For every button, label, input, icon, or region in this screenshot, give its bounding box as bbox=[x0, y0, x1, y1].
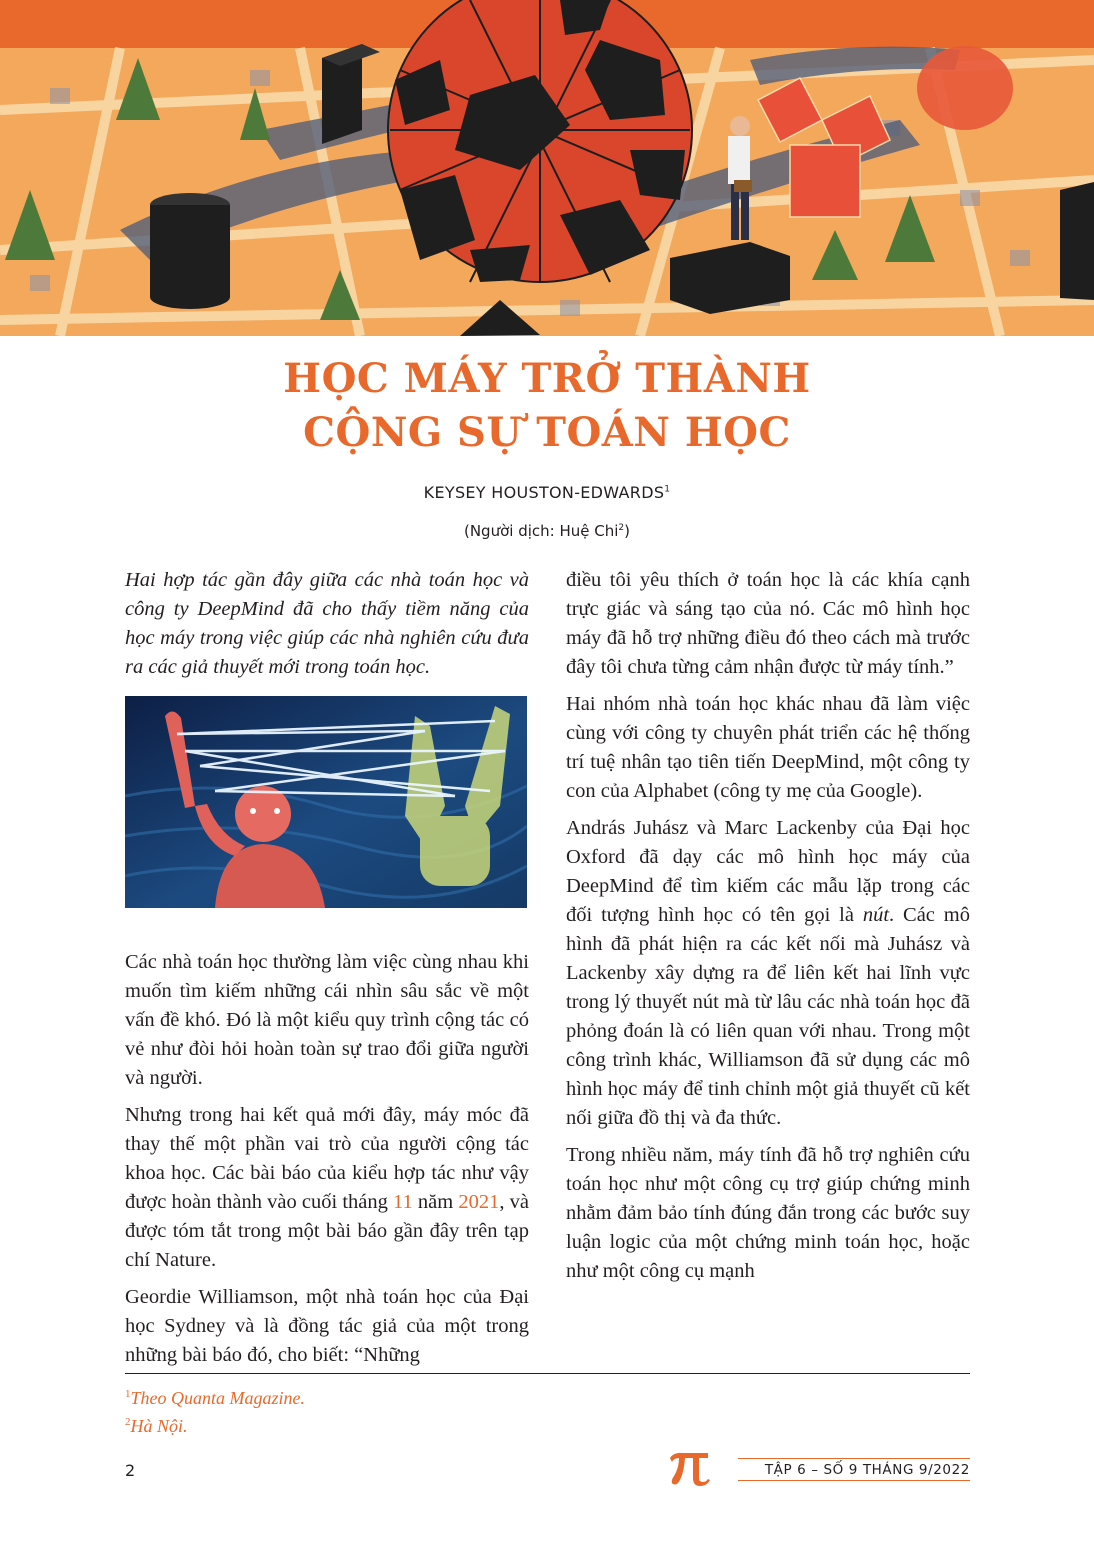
translator-footnote-ref[interactable]: 2 bbox=[618, 523, 625, 533]
article-figure bbox=[125, 696, 527, 908]
author-byline bbox=[0, 483, 1094, 502]
body-paragraph-6 bbox=[566, 814, 970, 1133]
header-illustration bbox=[0, 0, 1094, 336]
footnote-1 bbox=[125, 1388, 305, 1409]
pi-logo-icon bbox=[668, 1450, 712, 1490]
left-column bbox=[125, 566, 529, 1378]
emphasis-knot: nút bbox=[862, 904, 890, 926]
body-paragraph-7: Trong nhiều năm, máy tính đã hỗ trợ nghiên cứu toán học như một công cụ trợ giúp chứng minh nhằm đảm bảo tính đúng đắn trong các bước suy luận logic của một chứng minh toán học, hoặc như một công cụ mạnh bbox=[566, 1144, 970, 1282]
body-paragraph-2-text-b: năm bbox=[412, 1191, 459, 1213]
body-paragraph-2 bbox=[125, 1101, 529, 1275]
body-paragraph-3: Geordie Williamson, một nhà toán học của Đại học Sydney và là đồng tác giả của một trong những bài báo đó, cho biết: “Những bbox=[125, 1286, 529, 1366]
issue-info: TẬP 6 – SỐ 9 THÁNG 9/2022 bbox=[738, 1458, 970, 1481]
footnote-2 bbox=[125, 1416, 188, 1437]
body-paragraph-6-text-b: . Các mô hình đã phát hiện ra các kết nối mà Juhász và Lackenby xây dựng ra để liên kết hai lĩnh vực trong lý thuyết nút mà từ lâu các nhà toán học đã phỏng đoán là có liên quan với nhau. Trong một công trình khác, Williamson đã sử dụng các mô hình học máy để tinh chỉnh một giả thuyết cũ kết nối giữa đồ thị và đa thức. bbox=[566, 904, 970, 1129]
geodesic-sphere-icon bbox=[388, 0, 692, 282]
page-number: 2 bbox=[125, 1461, 136, 1480]
translator-name: (Người dịch: Huệ Chi bbox=[463, 522, 619, 540]
autumn-tree-icon bbox=[917, 46, 1013, 130]
body-paragraph-5: Hai nhóm nhà toán học khác nhau đã làm việc cùng với công ty chuyên phát triển các hệ thống trí tuệ nhân tạo tiên tiến DeepMind, một công ty con của Alphabet (công ty mẹ của Google). bbox=[566, 693, 970, 802]
translator-credit bbox=[0, 522, 1094, 540]
right-column bbox=[566, 566, 970, 1294]
article-title bbox=[0, 352, 1094, 460]
body-paragraph-2-text-a: Nhưng trong hai kết quả mới đây, máy móc đã thay thế một phần vai trò của người cộng tác khoa học. Các bài báo của kiểu hợp tác như vậy được hoàn thành vào cuối tháng bbox=[125, 1104, 529, 1213]
body-paragraph-6-text-a: András Juhász và Marc Lackenby của Đại học Oxford đã dạy các mô hình học máy của DeepMind để tìm kiếm các mẫu lặp trong các đối tượng hình học có tên gọi là bbox=[566, 817, 970, 926]
author-footnote-ref[interactable]: 1 bbox=[664, 484, 671, 495]
author-name: KEYSEY HOUSTON-EDWARDS bbox=[423, 483, 665, 502]
month-link[interactable]: 11 bbox=[393, 1191, 413, 1213]
article-title-line1: HỌC MÁY TRỞ THÀNH bbox=[283, 355, 811, 402]
translator-close: ) bbox=[624, 522, 630, 540]
body-paragraph-4: điều tôi yêu thích ở toán học là các khía cạnh trực giác và sáng tạo của nó. Các mô hình học máy đã hỗ trợ những điều đó theo cách mà trước đây tôi chưa từng cảm nhận được từ máy tính.” bbox=[566, 569, 970, 678]
lead-paragraph: Hai hợp tác gần đây giữa các nhà toán học và công ty DeepMind đã cho thấy tiềm năng của học máy trong việc giúp các nhà nghiên cứu đưa ra các giả thuyết mới trong toán học. bbox=[125, 569, 529, 678]
footnote-1-number: 1 bbox=[125, 1388, 131, 1400]
article-title-line2: CỘNG SỰ TOÁN HỌC bbox=[303, 409, 791, 456]
footnote-2-number: 2 bbox=[125, 1416, 131, 1428]
footnote-1-text: Theo Quanta Magazine. bbox=[130, 1388, 305, 1408]
body-paragraph-1: Các nhà toán học thường làm việc cùng nhau khi muốn tìm kiếm những cái nhìn sâu sắc về một vấn đề khó. Đó là một kiểu quy trình cộng tác có vẻ như đòi hỏi hoàn toàn sự trao đổi giữa người và người. bbox=[125, 951, 529, 1089]
year-link[interactable]: 2021 bbox=[458, 1191, 500, 1213]
footnote-2-text: Hà Nội. bbox=[130, 1416, 188, 1436]
footnote-divider bbox=[125, 1373, 970, 1374]
body-paragraph-2-text-c: , và được tóm tắt trong một bài báo gần đây trên tạp chí Nature. bbox=[125, 1191, 529, 1271]
